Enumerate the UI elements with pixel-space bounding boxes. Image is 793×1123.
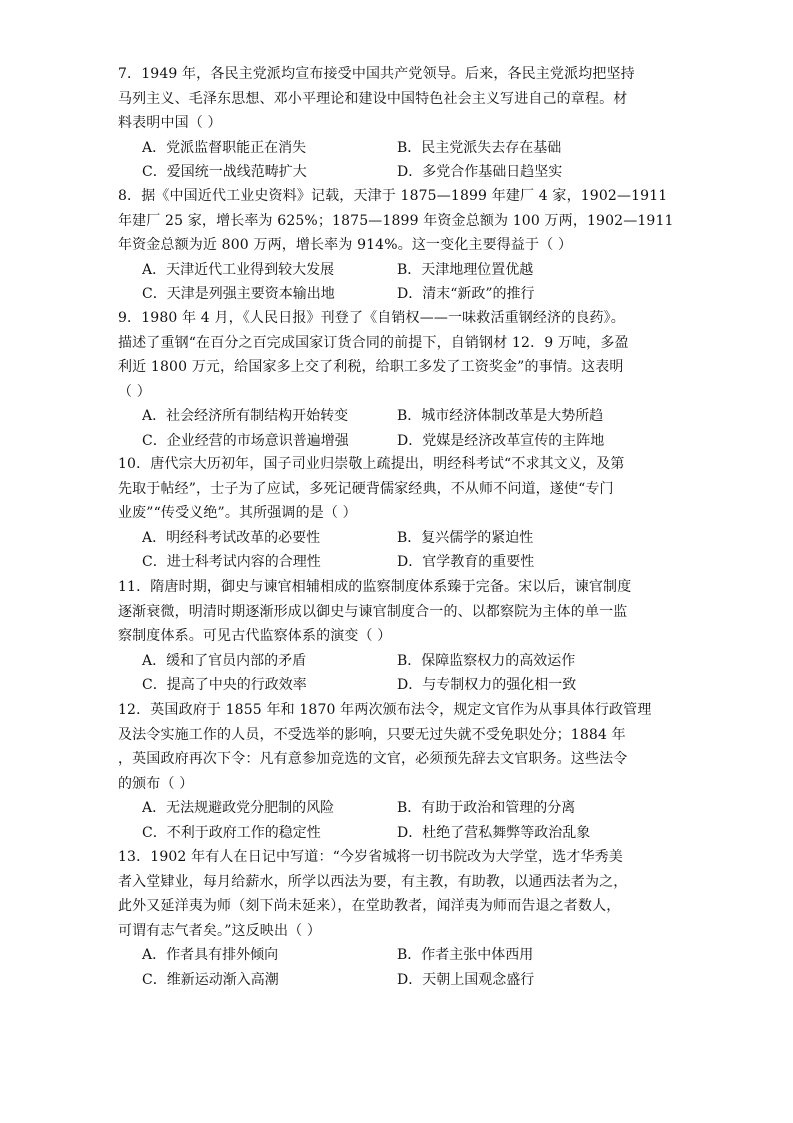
option-c[interactable]: C．不利于政府工作的稳定性 xyxy=(142,824,321,841)
stem-line: 描述了重钢“在百分之百完成国家订货合同的前提下，自销钢材 12．9 万吨，多盈 xyxy=(118,334,629,351)
option-a[interactable]: A．缓和了官员内部的矛盾 xyxy=(142,652,307,669)
option-c[interactable]: C．天津是列强主要资本输出地 xyxy=(142,286,335,302)
option-d[interactable]: D．官学教育的重要性 xyxy=(397,554,535,570)
stem-line: 者入堂肄业，每月给薪水，所学以西法为要，有主教，有助教，以通西法者为之， xyxy=(118,873,628,890)
options xyxy=(142,136,678,185)
stem-line: 逐渐衰微，明清时期逐渐形成以御史与谏官制度合一的、以都察院为主体的单一监 xyxy=(118,603,628,620)
option-a[interactable]: A．天津近代工业得到较大发展 xyxy=(142,261,335,278)
option-c[interactable]: C．进士科考试内容的合理性 xyxy=(142,554,321,570)
option-b[interactable]: B．作者主张中体西用 xyxy=(397,947,534,963)
option-b[interactable]: B．城市经济体制改革是大势所趋 xyxy=(397,408,604,424)
stem-line: 12．英国政府于 1855 年和 1870 年两次颁布法令，规定文官作为从事具体行政管理 xyxy=(118,702,652,718)
stem-line: 利近 1800 万元，给国家多上交了利税，给职工多发了工资奖金”的事情。这表明 xyxy=(118,359,624,375)
options xyxy=(142,943,678,992)
option-d[interactable]: D．党媒是经济改革宣传的主阵地 xyxy=(397,432,605,449)
stem-line: 可谓有志气者矣。”这反映出（ ） xyxy=(118,922,322,939)
stem-line: 此外又延洋夷为师（刻下尚未延来），在堂助教者，闻洋夷为师而告退之者数人， xyxy=(118,898,621,914)
option-a[interactable]: A．无法规避政党分肥制的风险 xyxy=(142,800,335,816)
option-c[interactable]: C．爱国统一战线范畴扩大 xyxy=(142,164,307,180)
options xyxy=(142,526,678,575)
stem-line: 察制度体系。可见古代监察体系的演变（ ） xyxy=(118,628,392,644)
question-9 xyxy=(118,306,678,453)
option-a[interactable]: A．作者具有排外倾向 xyxy=(142,947,279,963)
option-d[interactable]: D．与专制权力的强化相一致 xyxy=(397,677,577,693)
option-a[interactable]: A．党派监督职能正在消失 xyxy=(142,139,307,156)
question-stem xyxy=(118,845,678,943)
options xyxy=(142,649,678,698)
stem-line: 业废”“传受义绝”。其所强调的是（ ） xyxy=(118,505,357,521)
stem-line: （ ） xyxy=(118,383,151,400)
question-12 xyxy=(118,698,678,845)
stem-line: ，英国政府再次下令：凡有意参加竞选的文官，必须预先辞去文官职务。这些法令 xyxy=(118,751,628,767)
option-b[interactable]: B．复兴儒学的紧迫性 xyxy=(397,529,534,546)
option-a[interactable]: A．明经科考试改革的必要性 xyxy=(142,529,321,546)
question-13 xyxy=(118,845,678,992)
stem-line: 11．隋唐时期，御史与谏官相辅相成的监察制度体系臻于完备。宋以后，谏官制度 xyxy=(118,579,632,595)
option-c[interactable]: C．提高了中央的行政效率 xyxy=(142,677,307,693)
stem-line: 7．1949 年，各民主党派均宣布接受中国共产党领导。后来，各民主党派均把坚持 xyxy=(118,66,635,82)
option-c[interactable]: C．企业经营的市场意识普遍增强 xyxy=(142,432,349,449)
stem-line: 13．1902 年有人在日记中写道：“今岁省城将一切书院改为大学堂，选才华秀美 xyxy=(118,849,623,865)
option-d[interactable]: D．多党合作基础日趋坚实 xyxy=(397,164,563,180)
stem-line: 料表明中国（ ） xyxy=(118,115,222,131)
stem-line: 9．1980 年 4 月，《人民日报》刊登了《自销权——一味救活重钢经济的良药》。 xyxy=(118,310,625,326)
question-stem xyxy=(118,575,678,649)
question-stem xyxy=(118,698,678,796)
stem-line: 年建厂 25 家，增长率为 625%；1875—1899 年资金总额为 100 万两，1902—1911 xyxy=(118,212,674,229)
option-b[interactable]: B．民主党派失去存在基础 xyxy=(397,139,562,156)
option-b[interactable]: B．保障监察权力的高效运作 xyxy=(397,652,576,669)
question-8 xyxy=(118,184,678,307)
question-stem xyxy=(118,62,678,136)
options xyxy=(142,796,678,845)
stem-line: 8．据《中国近代工业史资料》记载，天津于 1875—1899 年建厂 4 家，1902—1911 xyxy=(118,188,668,204)
option-b[interactable]: B．有助于政治和管理的分离 xyxy=(397,800,576,816)
question-stem xyxy=(118,184,678,258)
question-7 xyxy=(118,62,678,185)
option-d[interactable]: D．清末“新政”的推行 xyxy=(397,286,535,302)
stem-line: 年资金总额为近 800 万两，增长率为 914%。这一变化主要得益于（ ） xyxy=(118,237,573,253)
option-c[interactable]: C．维新运动渐入高潮 xyxy=(142,971,279,988)
option-d[interactable]: D．天朝上国观念盛行 xyxy=(397,971,535,988)
option-b[interactable]: B．天津地理位置优越 xyxy=(397,261,534,278)
question-stem xyxy=(118,306,678,404)
stem-line: 10．唐代宗大历初年，国子司业归崇敬上疏提出，明经科考试“不求其文义，及第 xyxy=(118,456,625,472)
stem-line: 及法令实施工作的人员，不受选举的影响，只要无过失就不受免职处分；1884 年 xyxy=(118,726,626,743)
question-stem xyxy=(118,452,678,526)
option-d[interactable]: D．杜绝了营私舞弊等政治乱象 xyxy=(397,824,591,841)
stem-line: 先取于帖经”，士子为了应试，多死记硬背儒家经典，不从师不问道，遂使“专门 xyxy=(118,480,614,497)
stem-line: 马列主义、毛泽东思想、邓小平理论和建设中国特色社会主义写进自己的章程。材 xyxy=(118,90,628,107)
option-a[interactable]: A．社会经济所有制结构开始转变 xyxy=(142,408,349,424)
options xyxy=(142,258,678,307)
question-10 xyxy=(118,452,678,575)
stem-line: 的颁布（ ） xyxy=(118,775,194,792)
question-11 xyxy=(118,575,678,698)
options xyxy=(142,404,678,453)
